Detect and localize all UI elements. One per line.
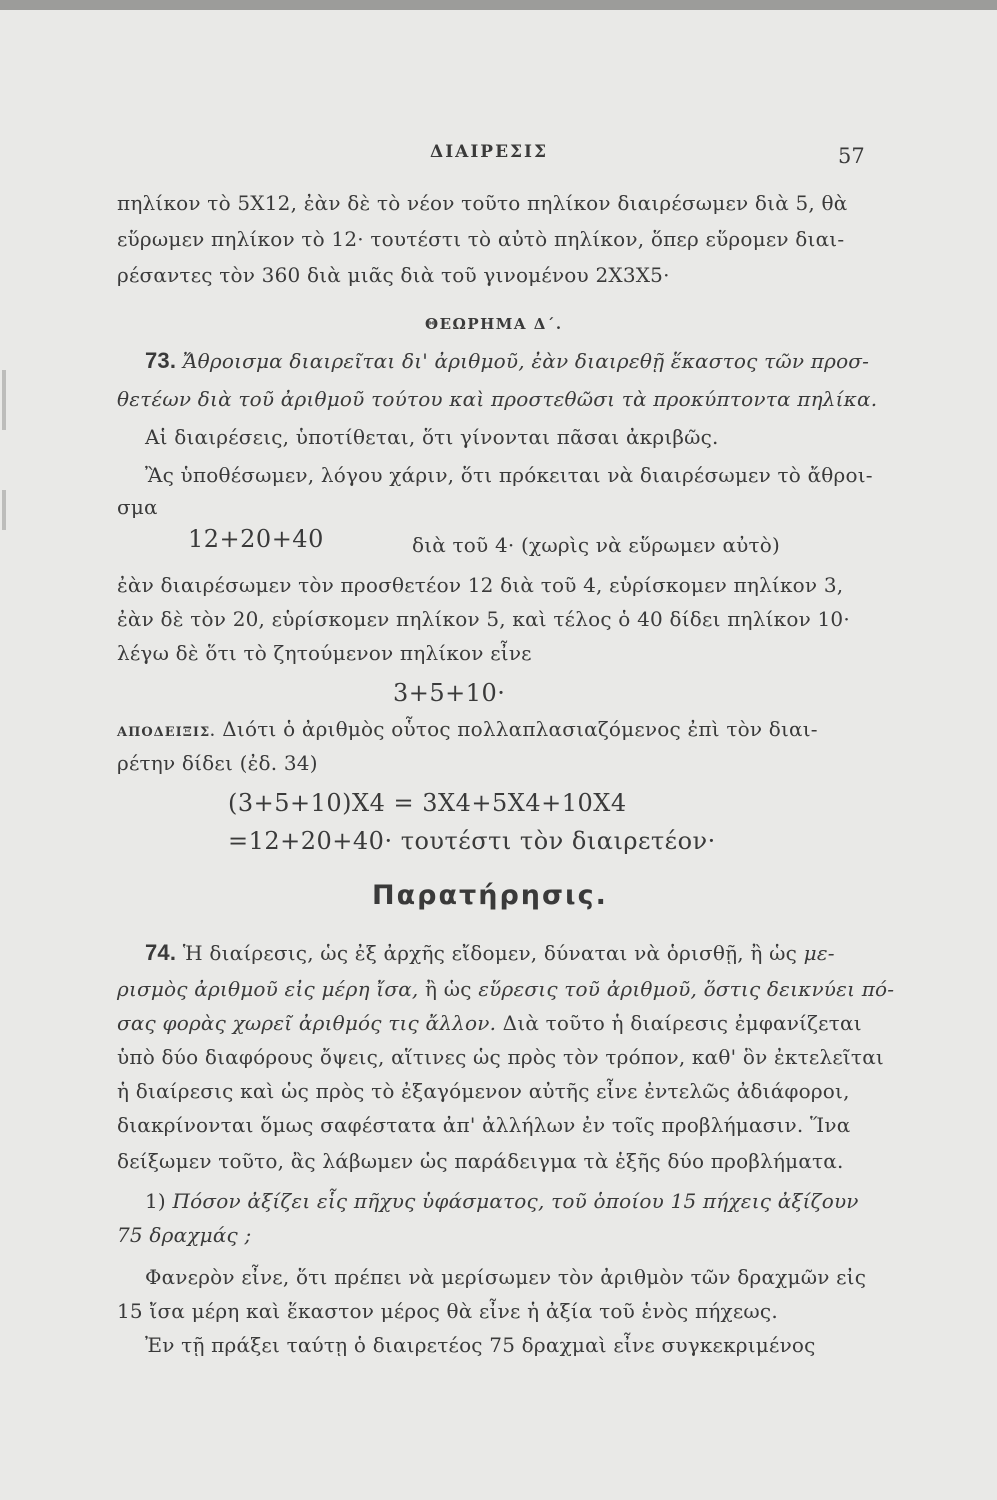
running-header: ΔΙΑΙΡΕΣΙΣ [430, 142, 549, 162]
theorem-text: θετέων διὰ τοῦ ἀριθμοῦ τούτου καὶ προστεθῶσι τὰ προκύπτοντα πηλίκα. [117, 387, 878, 411]
text-line: Ἂς ὑποθέσωμεν, λόγου χάριν, ὅτι πρόκειται νὰ διαιρέσωμεν τὸ ἄθροι- [145, 463, 873, 487]
problem-text: Πόσον ἀξίζει εἷς πῆχυς ὑφάσματος, τοῦ ὁποίου 15 πήχεις ἀξίζουν [172, 1189, 859, 1213]
text-line: ἡ διαίρεσις καὶ ὡς πρὸς τὸ ἐξαγόμενον αὐτῆς εἶνε ἐντελῶς ἀδιάφοροι, [117, 1079, 850, 1103]
text-line [145, 940, 835, 966]
section-number: 73. [145, 348, 177, 373]
text-line: λέγω δὲ ὅτι τὸ ζητούμενον πηλίκον εἶνε [117, 641, 532, 665]
text-line: δείξωμεν τοῦτο, ἂς λάβωμεν ὡς παράδειγμα τὰ ἑξῆς δύο προβλήματα. [117, 1149, 844, 1173]
text-line [117, 1010, 862, 1036]
remark-heading: Παρατήρησις. [372, 880, 608, 911]
remark-italic: σας φορὰς χωρεῖ ἀριθμός τις ἄλλον. [117, 1011, 497, 1035]
text-line: διακρίνονται ὅμως σαφέστατα ἀπ' ἀλλήλων ἐν τοῖς προβλήμασιν. Ἵνα [117, 1113, 851, 1137]
binding-mark [2, 490, 6, 530]
page-number: 57 [838, 144, 865, 168]
remark-italic: εὕρεσις τοῦ ἀριθμοῦ, ὅστις δεικνύει πό- [478, 977, 895, 1001]
example-expression: 12+20+40 [188, 525, 324, 553]
section-number: 74. [145, 940, 177, 965]
problem-text: 75 δραχμάς ; [117, 1223, 252, 1247]
theorem-heading: ΘΕΩΡΗΜΑ Δ΄. [425, 315, 563, 333]
remark-italic: ρισμὸς ἀριθμοῦ εἰς μέρη ἴσα, [117, 977, 419, 1001]
proof-text: Διότι ὁ ἀριθμὸς οὗτος πολλαπλασιαζόμενος ἐπὶ τὸν διαι- [222, 717, 818, 741]
text-line: Φανερὸν εἶνε, ὅτι πρέπει νὰ μερίσωμεν τὸν ἀριθμὸν τῶν δραχμῶν εἰς [145, 1265, 867, 1289]
text-line: ρέσαντες τὸν 360 διὰ μιᾶς διὰ τοῦ γινομένου 2X3X5· [117, 263, 670, 287]
equation: =12+20+40· τουτέστι τὸν διαιρετέον· [228, 827, 716, 855]
text-line: Ἐν τῇ πράξει ταύτῃ ὁ διαιρετέος 75 δραχμαὶ εἶνε συγκεκριμένος [145, 1333, 816, 1357]
scan-top-border [0, 0, 997, 10]
remark-italic: με- [803, 941, 835, 965]
text-line: ὑπὸ δύο διαφόρους ὄψεις, αἵτινες ὡς πρὸς τὸν τρόπον, καθ' ὃν ἐκτελεῖται [117, 1045, 884, 1069]
problem-line [145, 1188, 859, 1214]
text-line: πηλίκον τὸ 5X12, ἐὰν δὲ τὸ νέον τοῦτο πηλίκον διαιρέσωμεν διὰ 5, θὰ [117, 191, 848, 215]
theorem-statement [145, 348, 869, 374]
remark-text: Ἡ διαίρεσις, ὡς ἐξ ἀρχῆς εἴδομεν, δύναται νὰ ὁρισθῇ, ἢ ὡς [182, 941, 804, 965]
text-line: σμα [117, 495, 158, 519]
proof-label: ΑΠΟΔΕΙΞΙΣ. [117, 725, 216, 740]
text-line: 15 ἴσα μέρη καὶ ἕκαστον μέρος θὰ εἶνε ἡ ἀξία τοῦ ἑνὸς πήχεως. [117, 1299, 778, 1323]
theorem-text: Ἄθροισμα διαιρεῖται δι' ἀριθμοῦ, ἐὰν διαιρεθῇ ἕκαστος τῶν προσ- [182, 349, 870, 373]
problem-number: 1) [145, 1189, 166, 1213]
text-line [117, 976, 894, 1002]
result-expression: 3+5+10· [393, 679, 506, 707]
text-line: ἐὰν δὲ τὸν 20, εὑρίσκομεν πηλίκον 5, καὶ τέλος ὁ 40 δίδει πηλίκον 10· [117, 607, 850, 631]
text-line: Αἱ διαιρέσεις, ὑποτίθεται, ὅτι γίνονται πᾶσαι ἀκριβῶς. [145, 425, 719, 449]
text-line: εὕρωμεν πηλίκον τὸ 12· τουτέστι τὸ αὐτὸ πηλίκον, ὅπερ εὕρομεν διαι- [117, 227, 845, 251]
binding-mark [2, 370, 6, 430]
text-line: ρέτην δίδει (ἐδ. 34) [117, 751, 318, 775]
remark-text: Διὰ τοῦτο ἡ διαίρεσις ἐμφανίζεται [496, 1011, 862, 1035]
text-line: ἐὰν διαιρέσωμεν τὸν προσθετέον 12 διὰ τοῦ 4, εὑρίσκομεν πηλίκον 3, [117, 573, 844, 597]
remark-text: ἢ ὡς [418, 977, 479, 1001]
proof-line [117, 716, 818, 746]
equation: (3+5+10)X4 = 3X4+5X4+10X4 [228, 789, 627, 817]
text-line: διὰ τοῦ 4· (χωρὶς νὰ εὕρωμεν αὐτὸ) [412, 533, 781, 557]
